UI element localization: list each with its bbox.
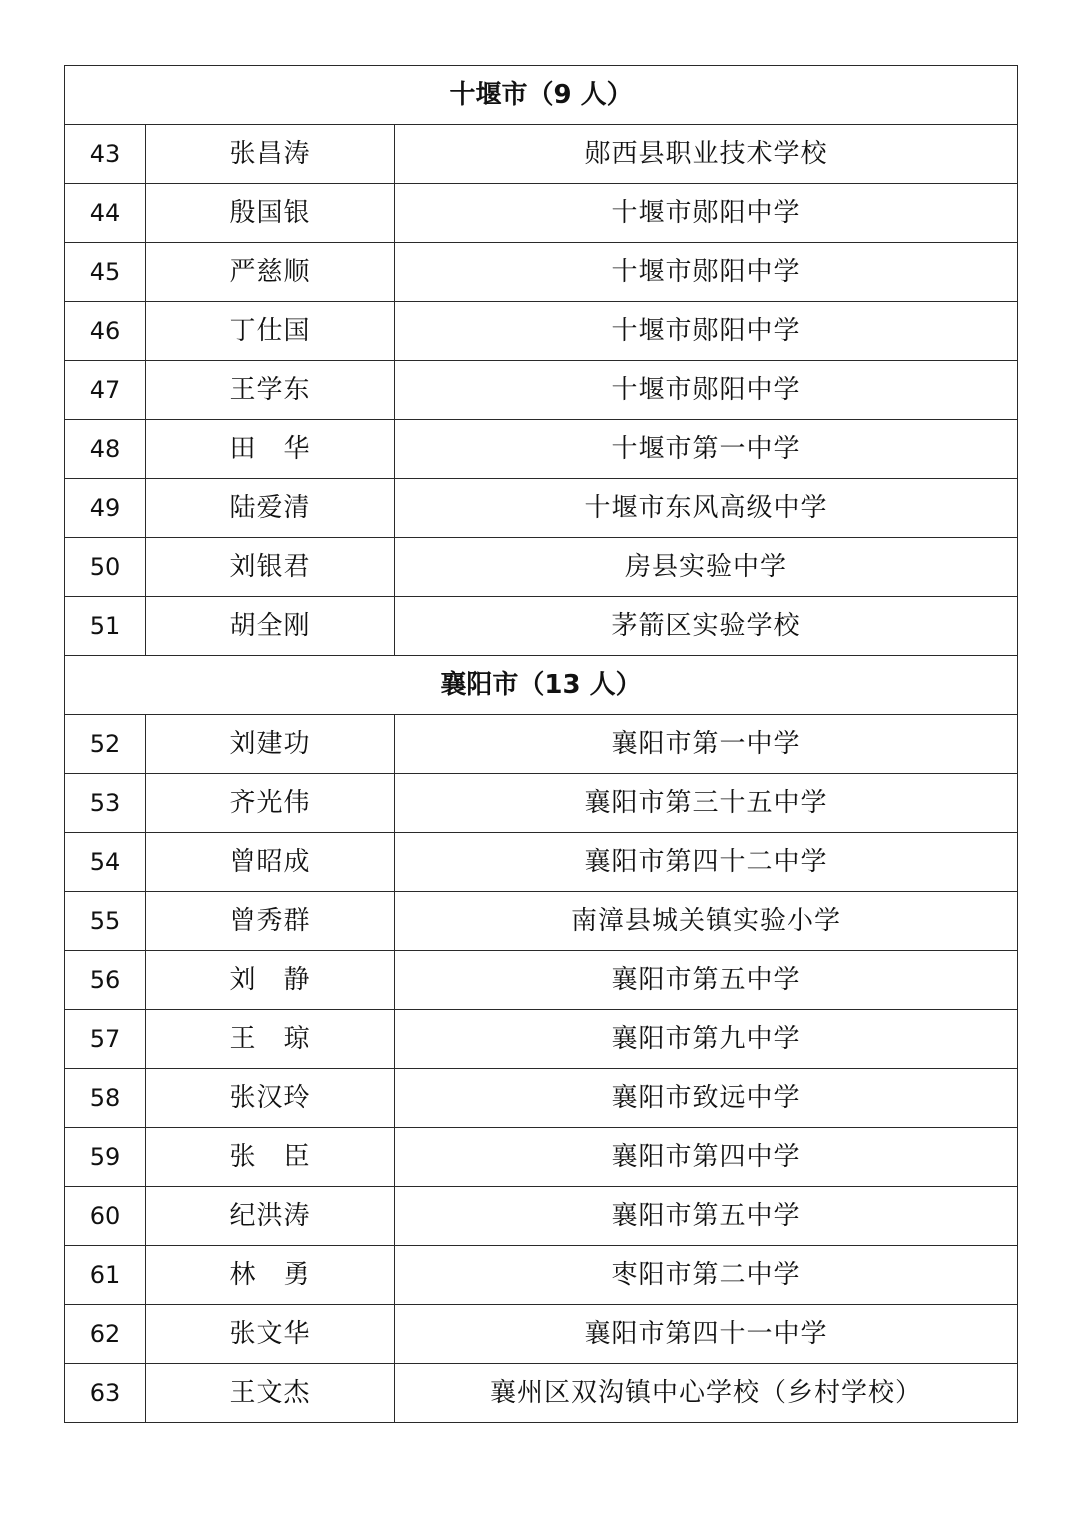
row-number: 56 — [65, 951, 146, 1010]
row-number: 45 — [65, 243, 146, 302]
table-row — [65, 361, 1018, 420]
row-number: 50 — [65, 538, 146, 597]
school-name: 郧西县职业技术学校 — [395, 125, 1018, 184]
person-name: 曾秀群 — [146, 892, 395, 951]
person-name: 齐光伟 — [146, 774, 395, 833]
school-name: 襄阳市第五中学 — [395, 951, 1018, 1010]
person-name: 纪洪涛 — [146, 1187, 395, 1246]
table-row — [65, 597, 1018, 656]
person-name: 严慈顺 — [146, 243, 395, 302]
group-title: 十堰市（9 人） — [65, 66, 1018, 125]
table-row — [65, 1187, 1018, 1246]
person-name: 殷国银 — [146, 184, 395, 243]
school-name: 襄阳市第五中学 — [395, 1187, 1018, 1246]
table-row — [65, 302, 1018, 361]
person-name: 林 勇 — [146, 1246, 395, 1305]
table-row — [65, 125, 1018, 184]
row-number: 54 — [65, 833, 146, 892]
person-name: 张昌涛 — [146, 125, 395, 184]
table-row — [65, 1128, 1018, 1187]
row-number: 51 — [65, 597, 146, 656]
row-number: 48 — [65, 420, 146, 479]
school-name: 襄阳市第九中学 — [395, 1010, 1018, 1069]
table-row — [65, 1364, 1018, 1423]
table-row — [65, 715, 1018, 774]
table-row — [65, 951, 1018, 1010]
table-row — [65, 184, 1018, 243]
row-number: 46 — [65, 302, 146, 361]
school-name: 襄阳市第三十五中学 — [395, 774, 1018, 833]
group-header-row — [65, 66, 1018, 125]
person-name: 刘 静 — [146, 951, 395, 1010]
school-name: 十堰市郧阳中学 — [395, 243, 1018, 302]
school-name: 枣阳市第二中学 — [395, 1246, 1018, 1305]
school-name: 十堰市郧阳中学 — [395, 361, 1018, 420]
row-number: 55 — [65, 892, 146, 951]
school-name: 襄阳市第四十二中学 — [395, 833, 1018, 892]
table-row — [65, 420, 1018, 479]
school-name: 襄阳市第四中学 — [395, 1128, 1018, 1187]
school-name: 襄阳市第四十一中学 — [395, 1305, 1018, 1364]
school-name: 襄州区双沟镇中心学校（乡村学校） — [395, 1364, 1018, 1423]
row-number: 61 — [65, 1246, 146, 1305]
person-name: 曾昭成 — [146, 833, 395, 892]
table-row — [65, 479, 1018, 538]
row-number: 58 — [65, 1069, 146, 1128]
person-name: 陆爱清 — [146, 479, 395, 538]
row-number: 59 — [65, 1128, 146, 1187]
table-row — [65, 892, 1018, 951]
school-name: 襄阳市致远中学 — [395, 1069, 1018, 1128]
school-name: 十堰市郧阳中学 — [395, 302, 1018, 361]
table-row — [65, 1246, 1018, 1305]
person-name: 王文杰 — [146, 1364, 395, 1423]
school-name: 茅箭区实验学校 — [395, 597, 1018, 656]
person-name: 张 臣 — [146, 1128, 395, 1187]
person-name: 胡全刚 — [146, 597, 395, 656]
row-number: 60 — [65, 1187, 146, 1246]
person-name: 田 华 — [146, 420, 395, 479]
table-row — [65, 243, 1018, 302]
row-number: 43 — [65, 125, 146, 184]
row-number: 44 — [65, 184, 146, 243]
school-name: 房县实验中学 — [395, 538, 1018, 597]
row-number: 49 — [65, 479, 146, 538]
school-name: 襄阳市第一中学 — [395, 715, 1018, 774]
school-name: 十堰市东风高级中学 — [395, 479, 1018, 538]
table-row — [65, 774, 1018, 833]
school-name: 十堰市郧阳中学 — [395, 184, 1018, 243]
group-title: 襄阳市（13 人） — [65, 656, 1018, 715]
person-name: 王学东 — [146, 361, 395, 420]
school-name: 南漳县城关镇实验小学 — [395, 892, 1018, 951]
table-row — [65, 1010, 1018, 1069]
table-row — [65, 833, 1018, 892]
person-name: 王 琼 — [146, 1010, 395, 1069]
person-name: 张汉玲 — [146, 1069, 395, 1128]
roster-table — [64, 65, 1018, 1423]
row-number: 63 — [65, 1364, 146, 1423]
row-number: 47 — [65, 361, 146, 420]
person-name: 张文华 — [146, 1305, 395, 1364]
group-header-row — [65, 656, 1018, 715]
table-row — [65, 1069, 1018, 1128]
table-row — [65, 1305, 1018, 1364]
table-row — [65, 538, 1018, 597]
row-number: 53 — [65, 774, 146, 833]
school-name: 十堰市第一中学 — [395, 420, 1018, 479]
row-number: 62 — [65, 1305, 146, 1364]
person-name: 刘建功 — [146, 715, 395, 774]
roster-body — [65, 66, 1018, 1423]
person-name: 刘银君 — [146, 538, 395, 597]
row-number: 52 — [65, 715, 146, 774]
person-name: 丁仕国 — [146, 302, 395, 361]
row-number: 57 — [65, 1010, 146, 1069]
